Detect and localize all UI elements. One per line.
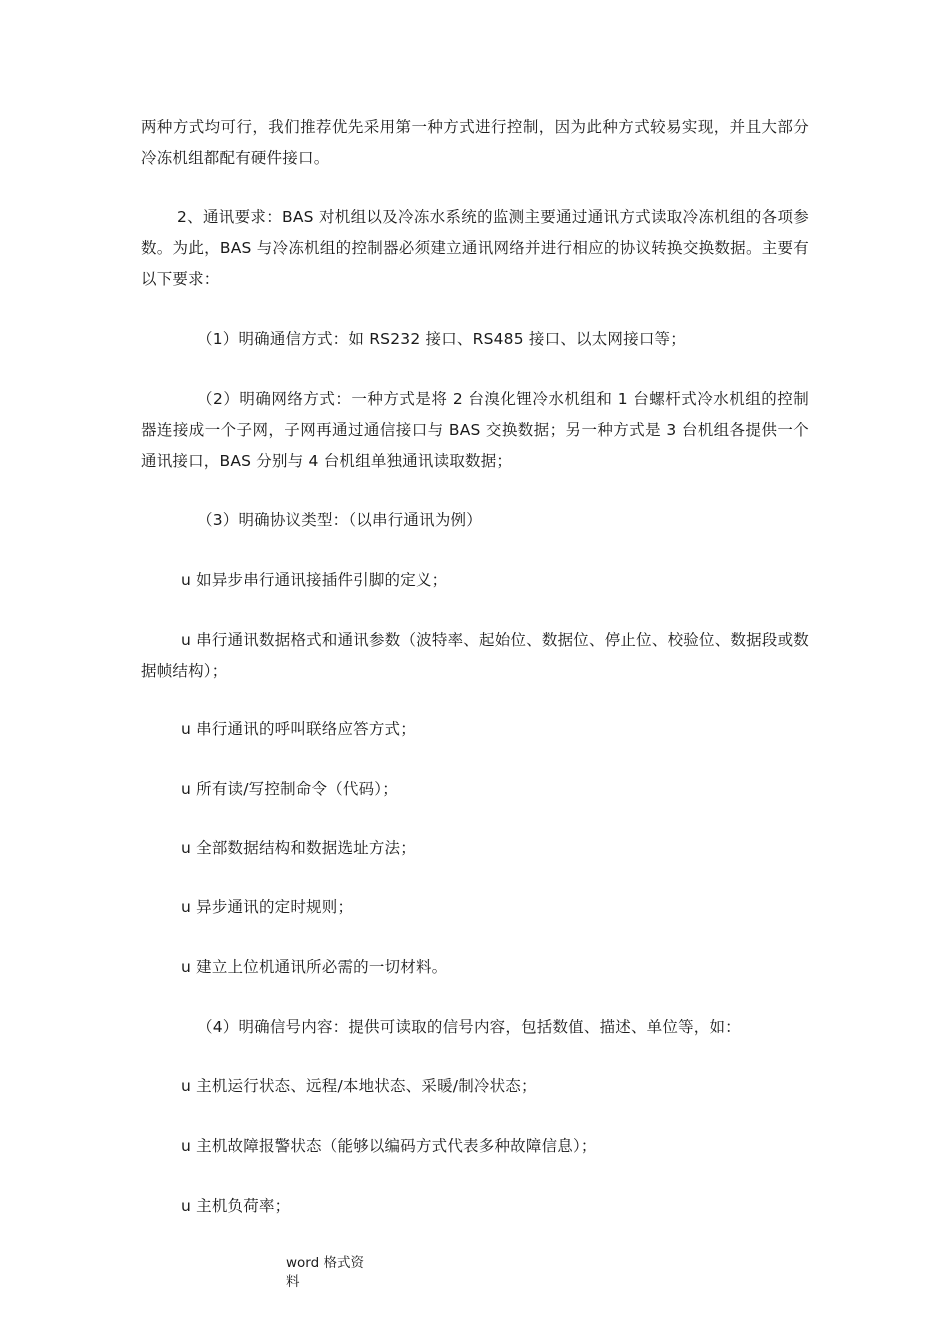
bullet-load-rate: u 主机负荷率； [181,1197,291,1215]
item-2-network-method: （2）明确网络方式：一种方式是将 2 台溴化锂冷水机组和 1 台螺杆式冷水机组的控制器连接成一个子网，子网再通过通信接口与 BAS 交换数据；另一种方式是 3 台机组各提供一个通讯接口，BAS 分别与 4 台机组单独通讯读取数据； [141,390,809,470]
bullet-commands: u 所有读/写控制命令（代码）； [181,780,398,798]
bullet-data-format: u 串行通讯数据格式和通讯参数（波特率、起始位、数据位、停止位、校验位、数据段或数据帧结构）； [141,631,809,680]
bullet-timing-rules: u 异步通讯的定时规则； [181,898,354,916]
item-3-protocol-type: （3）明确协议类型：（以串行通讯为例） [197,511,482,529]
bullet-pin-definition: u 如异步串行通讯接插件引脚的定义； [181,571,448,589]
bullet-fault-alarm: u 主机故障报警状态（能够以编码方式代表多种故障信息）； [181,1137,597,1155]
bullet-handshake: u 串行通讯的呼叫联络应答方式； [181,720,416,738]
footer-label: word 格式资料 [286,1255,364,1290]
paragraph-intro: 两种方式均可行，我们推荐优先采用第一种方式进行控制，因为此种方式较易实现，并且大部分冷冻机组都配有硬件接口。 [141,118,809,167]
item-1-comm-method: （1）明确通信方式：如 RS232 接口、RS485 接口、以太网接口等； [197,330,686,348]
bullet-materials: u 建立上位机通讯所必需的一切材料。 [181,958,448,976]
bullet-data-structure: u 全部数据结构和数据选址方法； [181,839,416,857]
bullet-run-status: u 主机运行状态、远程/本地状态、采暖/制冷状态； [181,1077,537,1095]
item-4-signal-content: （4）明确信号内容：提供可读取的信号内容，包括数值、描述、单位等，如： [197,1018,741,1036]
paragraph-comm-requirements: 2、通讯要求：BAS 对机组以及冷冻水系统的监测主要通过通讯方式读取冷冻机组的各项参数。为此，BAS 与冷冻机组的控制器必须建立通讯网络并进行相应的协议转换交换数据。主要有以下要求： [141,208,809,288]
